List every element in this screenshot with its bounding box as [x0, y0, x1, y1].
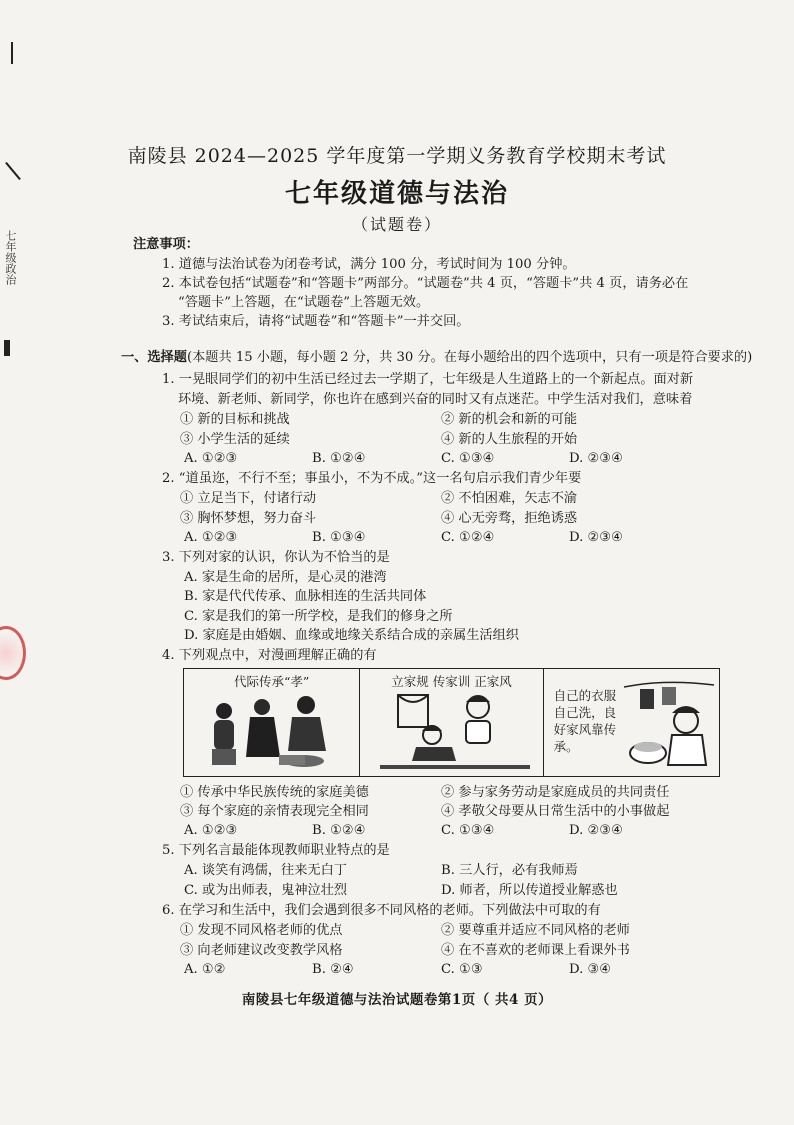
q1-choice-d: D. ②③④	[569, 451, 623, 466]
q5-stem: 5. 下列名言最能体现教师职业特点的是	[162, 843, 390, 858]
family-chores-illustration	[360, 669, 543, 776]
q6-stem: 6. 在学习和生活中，我们会遇到很多不同风格的老师。下列做法中可取的有	[162, 903, 601, 918]
q2-choice-d: D. ②③④	[569, 530, 623, 545]
comic-panel-2	[360, 669, 543, 776]
exam-title: 南陵县 2024—2025 学年度第一学期义务教育学校期末考试	[127, 145, 667, 167]
q2-item-4: ④ 心无旁骛，拒绝诱惑	[441, 511, 578, 526]
elderly-care-illustration	[184, 669, 360, 776]
side-label: 七年级政治	[4, 230, 17, 285]
q4-choice-b: B. ①②④	[312, 823, 366, 838]
q1-choice-c: C. ①③④	[441, 451, 495, 466]
section-header	[121, 350, 752, 366]
q6-item-2: ② 要尊重并适应不同风格的老师	[441, 923, 630, 938]
q2-item-2: ② 不怕困难，矢志不渝	[441, 491, 578, 506]
q2-choice-b: B. ①③④	[312, 530, 366, 545]
note-item: 3. 考试结束后，请将“试题卷”和“答题卡”一并交回。	[162, 314, 470, 329]
q5-choice-a: A. 谈笑有鸿儒，往来无白丁	[184, 863, 347, 878]
q1-stem: 1. 一晃眼同学们的初中生活已经过去一学期了，七年级是人生道路上的一个新起点。面对新	[162, 372, 694, 387]
note-item: 2. 本试卷包括“试题卷”和“答题卡”两部分。“试题卷”共 4 页，“答题卡”共 4 页，请务必在	[162, 276, 689, 291]
comic-panel-1-title: 代际传承“孝”	[234, 674, 310, 689]
q6-choice-a: A. ①②	[184, 962, 226, 977]
stamp-mark	[0, 626, 26, 680]
q4-choice-a: A. ①②③	[184, 823, 238, 838]
q6-item-4: ④ 在不喜欢的老师课上看课外书	[441, 943, 630, 958]
q1-choice-a: A. ①②③	[184, 451, 238, 466]
q5-choice-d: D. 师者，所以传道授业解惑也	[441, 883, 618, 898]
comic-panel-2-title: 立家规 传家训 正家风	[391, 674, 512, 689]
section-title: 一、选择题	[121, 350, 187, 365]
q5-choice-b: B. 三人行，必有我师焉	[441, 863, 578, 878]
comic-panel-1	[184, 669, 360, 776]
q3-stem: 3. 下列对家的认识，你认为不恰当的是	[162, 550, 390, 565]
q4-item-2: ② 参与家务劳动是家庭成员的共同责任	[441, 785, 670, 800]
q3-choice-d: D. 家庭是由婚姻、血缘或地缘关系结合成的亲属生活组织	[184, 628, 519, 643]
q2-choice-c: C. ①②④	[441, 530, 495, 545]
q1-stem-cont: 环境、新老师、新同学，你也许在感到兴奋的同时又有点迷茫。中学生活对我们，意味着	[178, 392, 693, 407]
q1-item-1: ① 新的目标和挑战	[180, 412, 290, 427]
paper-type: （试题卷）	[351, 215, 442, 234]
q6-choice-c: C. ①③	[441, 962, 483, 977]
q3-choice-c: C. 家是我们的第一所学校，是我们的修身之所	[184, 609, 453, 624]
q2-item-1: ① 立足当下，付诸行动	[180, 491, 317, 506]
q4-item-1: ① 传承中华民族传统的家庭美德	[180, 785, 369, 800]
note-item: “答题卡”上答题，在“试题卷”上答题无效。	[178, 295, 430, 310]
subject-title: 七年级道德与法治	[284, 179, 509, 209]
comic-strip	[183, 668, 720, 777]
q1-choice-b: B. ①②④	[312, 451, 366, 466]
caption-line: 自己洗，良	[553, 705, 617, 720]
section-desc: (本题共 15 小题，每小题 2 分，共 30 分。在每小题给出的四个选项中，只有一项是符合要求的)	[186, 350, 753, 365]
comic-panel-3	[544, 669, 719, 776]
notes-heading: 注意事项：	[133, 237, 199, 252]
laundry-illustration	[544, 669, 719, 776]
note-item: 1. 道德与法治试卷为闭卷考试，满分 100 分，考试时间为 100 分钟。	[162, 257, 576, 272]
q4-stem: 4. 下列观点中，对漫画理解正确的有	[162, 648, 377, 663]
margin-mark-top	[11, 42, 13, 64]
q1-item-4: ④ 新的人生旅程的开始	[441, 432, 578, 447]
q4-item-4: ④ 孝敬父母要从日常生活中的小事做起	[441, 804, 670, 819]
q3-choice-b: B. 家是代代传承、血脉相连的生活共同体	[184, 589, 427, 604]
q6-choice-b: B. ②④	[312, 962, 354, 977]
q6-choice-d: D. ③④	[569, 962, 612, 977]
q1-item-3: ③ 小学生活的延续	[180, 432, 290, 447]
q2-item-3: ③ 胸怀梦想，努力奋斗	[180, 511, 317, 526]
q2-stem: 2. “道虽迩，不行不至；事虽小，不为不成。”这一名句启示我们青少年要	[162, 471, 582, 486]
q4-item-3: ③ 每个家庭的亲情表现完全相同	[180, 804, 369, 819]
q6-item-1: ① 发现不同风格老师的优点	[180, 923, 343, 938]
margin-mark-block	[4, 340, 10, 356]
q5-choice-c: C. 或为出师表，鬼神泣壮烈	[184, 883, 348, 898]
caption-line: 承。	[553, 739, 579, 754]
q4-choice-d: D. ②③④	[569, 823, 623, 838]
q4-choice-c: C. ①③④	[441, 823, 495, 838]
q2-choice-a: A. ①②③	[184, 530, 238, 545]
page-footer: 南陵县七年级道德与法治试题卷第1页（ 共4 页）	[241, 992, 553, 1008]
q6-item-3: ③ 向老师建议改变教学风格	[180, 943, 343, 958]
caption-line: 自己的衣服	[553, 688, 617, 703]
q1-item-2: ② 新的机会和新的可能	[441, 412, 578, 427]
q3-choice-a: A. 家是生命的居所，是心灵的港湾	[184, 570, 387, 585]
caption-line: 好家风靠传	[553, 722, 617, 737]
